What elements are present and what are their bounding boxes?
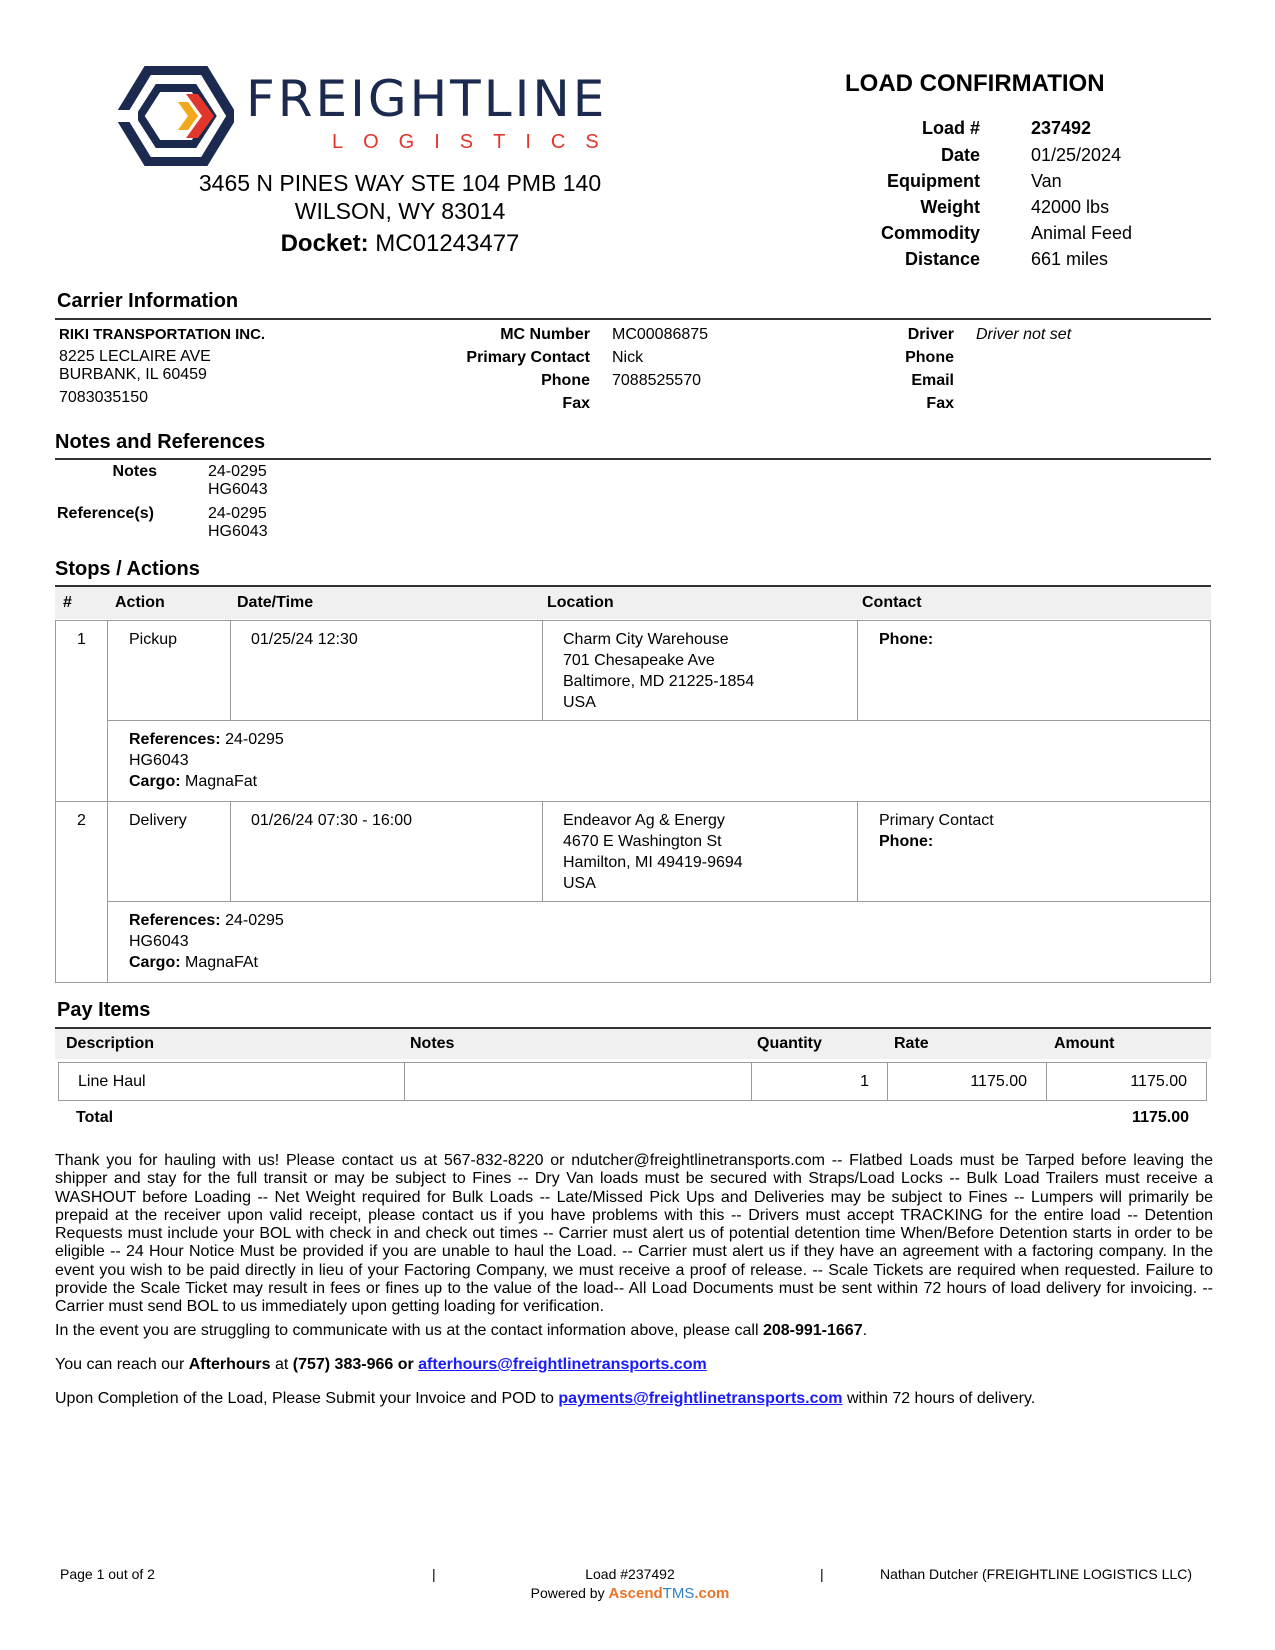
- primary-contact-label: Primary Contact: [466, 349, 590, 366]
- company-name: FREIGHTLINE: [246, 70, 608, 128]
- location-street: 701 Chesapeake Ave: [563, 652, 715, 669]
- carrier-phone: 7083035150: [59, 389, 148, 406]
- afterhours-mid: at: [270, 1356, 293, 1373]
- notes-divider: [55, 458, 1211, 460]
- load-confirmation-title: LOAD CONFIRMATION: [845, 70, 1105, 97]
- pay-header-notes: Notes: [410, 1035, 455, 1052]
- stop-number: 1: [77, 631, 86, 648]
- powered-by-label: Powered by: [530, 1585, 609, 1601]
- afterhours-phone: (757) 383-966 or: [292, 1356, 419, 1373]
- notes-line2: HG6043: [208, 481, 268, 498]
- pay-header-row: [55, 1029, 1211, 1059]
- company-logo: [118, 66, 658, 170]
- company-address-line2: WILSON, WY 83014: [294, 198, 506, 224]
- primary-contact-value: Nick: [612, 349, 644, 366]
- stop-location: [563, 629, 754, 713]
- carrier-address-line1: 8225 LECLAIRE AVE: [59, 348, 211, 365]
- stop-datetime: 01/25/24 12:30: [251, 631, 358, 648]
- brand-ascend: Ascend: [608, 1585, 663, 1602]
- stop-contact: [879, 810, 994, 852]
- pay-header-rate: Rate: [894, 1035, 929, 1052]
- distance-label: Distance: [904, 249, 980, 269]
- stop-contact: [879, 629, 933, 650]
- carrier-name: RIKI TRANSPORTATION INC.: [59, 326, 266, 343]
- location-country: USA: [563, 694, 596, 711]
- refs-label: References:: [129, 912, 221, 929]
- stops-header-datetime: Date/Time: [237, 594, 314, 611]
- load-date-label: Date: [940, 145, 980, 165]
- location-country: USA: [563, 875, 596, 892]
- references-label: Reference(s): [57, 505, 154, 522]
- location-street: 4670 E Washington St: [563, 833, 722, 850]
- struggle-phone: 208-991-1667: [762, 1322, 863, 1339]
- mc-number-value: MC00086875: [612, 326, 709, 343]
- pay-header-amount: Amount: [1054, 1035, 1115, 1052]
- docket-label: Docket:: [280, 230, 369, 257]
- location-name: Charm City Warehouse: [563, 631, 729, 648]
- docket-number: MC01243477: [375, 230, 520, 257]
- cargo-label: Cargo:: [129, 954, 181, 971]
- contact-phone-value: 7088525570: [612, 372, 701, 389]
- pay-quantity: 1: [860, 1073, 869, 1090]
- invoice-post: within 72 hours of delivery.: [842, 1390, 1036, 1407]
- distance-value: 661 miles: [1031, 249, 1109, 269]
- struggle-line: [55, 1322, 1213, 1340]
- notes-label: Notes: [112, 463, 157, 480]
- ref-value: HG6043: [129, 933, 189, 950]
- load-number-value: 237492: [1031, 118, 1092, 138]
- driver-fax-label: Fax: [926, 395, 954, 412]
- hexagon-logo-icon: [118, 66, 234, 166]
- contact-phone-label: Phone:: [879, 631, 934, 648]
- pay-notes-cell: [404, 1062, 752, 1101]
- commodity-value: Animal Feed: [1031, 223, 1133, 243]
- struggle-text: In the event you are struggling to communicate with us at the contact information above, please call: [55, 1322, 763, 1339]
- commodity-label: Commodity: [881, 223, 980, 243]
- notes-line1: 24-0295: [208, 463, 267, 480]
- company-address-line1: 3465 N PINES WAY STE 104 PMB 140: [198, 170, 602, 196]
- location-name: Endeavor Ag & Energy: [563, 812, 725, 829]
- equipment-label: Equipment: [887, 171, 980, 191]
- payments-email-link[interactable]: payments@freightlinetransports.com: [558, 1390, 843, 1407]
- driver-phone-label: Phone: [905, 349, 954, 366]
- stop-datetime: 01/26/24 07:30 - 16:00: [251, 812, 413, 829]
- cargo-value: MagnaFat: [185, 773, 258, 790]
- afterhours-pre: You can reach our: [55, 1356, 189, 1373]
- stop-location: [563, 810, 743, 894]
- afterhours-line: [55, 1356, 1213, 1374]
- ref-value: 24-0295: [225, 912, 284, 929]
- pay-total-label: Total: [76, 1109, 114, 1126]
- footer-load: Load #237492: [585, 1566, 675, 1582]
- contact-phone-label: Phone:: [879, 833, 934, 850]
- pay-rate: 1175.00: [970, 1073, 1027, 1090]
- pay-header-quantity: Quantity: [757, 1035, 822, 1052]
- stops-header-row: [55, 587, 1211, 619]
- stops-section-title: Stops / Actions: [55, 558, 200, 580]
- stop-number: 2: [77, 812, 86, 829]
- stops-header-location: Location: [547, 594, 614, 611]
- references-line2: HG6043: [208, 523, 268, 540]
- afterhours-label: Afterhours: [188, 1356, 271, 1373]
- driver-label: Driver: [907, 326, 954, 343]
- weight-value: 42000 lbs: [1031, 197, 1110, 217]
- stops-header-num: #: [63, 594, 72, 611]
- load-date-value: 01/25/2024: [1031, 145, 1122, 165]
- contact-phone-label: Phone: [541, 372, 590, 389]
- brand-com: .com: [694, 1585, 730, 1602]
- notes-section-title: Notes and References: [55, 431, 266, 453]
- location-city: Hamilton, MI 49419-9694: [563, 854, 743, 871]
- pay-section-title: Pay Items: [57, 999, 151, 1021]
- footer-page: Page 1 out of 2: [60, 1566, 155, 1582]
- weight-label: Weight: [920, 197, 980, 217]
- invoice-pre: Upon Completion of the Load, Please Submit your Invoice and POD to: [55, 1390, 559, 1407]
- docket: [130, 230, 670, 258]
- pay-amount: 1175.00: [1130, 1073, 1187, 1090]
- carrier-divider: [55, 318, 1211, 320]
- ref-value: HG6043: [129, 752, 189, 769]
- afterhours-email-link[interactable]: afterhours@freightlinetransports.com: [418, 1356, 707, 1373]
- pay-header-description: Description: [66, 1035, 155, 1052]
- ref-value: 24-0295: [225, 731, 284, 748]
- mc-number-label: MC Number: [500, 326, 590, 343]
- stop-refs: [129, 729, 284, 792]
- equipment-value: Van: [1031, 171, 1062, 191]
- driver-value: Driver not set: [976, 326, 1072, 343]
- stop-action: Pickup: [129, 631, 178, 648]
- footer-separator: |: [432, 1566, 436, 1582]
- load-number-label: Load #: [921, 118, 980, 138]
- terms-paragraph: Thank you for hauling with us! Please contact us at 567-832-8220 or ndutcher@freightlinetransports.com -- Flatbed Loads must be Tarped before leaving the shipper and stay for the full transit or may be subject to Fines -- Dry Van loads must be secured with Straps/Load Locks -- Bulk Load Trailers must receive a WASHOUT before Loading -- Net Weight required for Bulk Loads -- Late/Missed Pick Ups and Deliveries may be subject to Fines -- Lumpers will primarily be prepaid at the receiver upon valid receipt, please contact us if you have problems with this -- Drivers must accept TRACKING for the entire load -- Detention Requests must include your BOL with check in and check out times -- Carrier must alert us of potential detention time When/Before Detention starts in order to be eligible -- 24 Hour Notice Must be provided if you are unable to haul the Load. -- Carrier must alert us if they have an agreement with a factoring company. In the event you wish to be paid directly in lieu of your Factoring Company, we must receive a proof of release. -- Scale Tickets are required when requested. Failure to provide the Scale Ticket may result in fees or fines up to the value of the load-- All Load Documents must be sent within 72 hours of load delivery for invoicing. -- Carrier must send BOL to us immediately upon getting loading for verification.: [55, 1152, 1213, 1316]
- company-subtitle: LOGISTICS: [332, 131, 619, 153]
- stop-refs: [129, 910, 284, 973]
- cargo-value: MagnaFAt: [185, 954, 258, 971]
- struggle-end: .: [862, 1322, 868, 1339]
- pay-total-value: 1175.00: [1132, 1109, 1189, 1126]
- refs-label: References:: [129, 731, 221, 748]
- cargo-label: Cargo:: [129, 773, 181, 790]
- powered-by: [500, 1585, 760, 1602]
- contact-name: Primary Contact: [879, 812, 994, 829]
- location-city: Baltimore, MD 21225-1854: [563, 673, 755, 690]
- stop-action: Delivery: [129, 812, 187, 829]
- pay-description: Line Haul: [78, 1073, 146, 1090]
- brand-tms: TMS: [662, 1585, 695, 1602]
- fax-label: Fax: [562, 395, 590, 412]
- stops-header-action: Action: [115, 594, 165, 611]
- references-line1: 24-0295: [208, 505, 267, 522]
- driver-email-label: Email: [911, 372, 954, 389]
- carrier-section-title: Carrier Information: [57, 290, 239, 312]
- invoice-line: [55, 1390, 1213, 1408]
- footer-separator: |: [820, 1566, 824, 1582]
- footer-user: Nathan Dutcher (FREIGHTLINE LOGISTICS LLC): [880, 1566, 1192, 1582]
- carrier-address-line2: BURBANK, IL 60459: [59, 366, 207, 383]
- stops-header-contact: Contact: [862, 594, 922, 611]
